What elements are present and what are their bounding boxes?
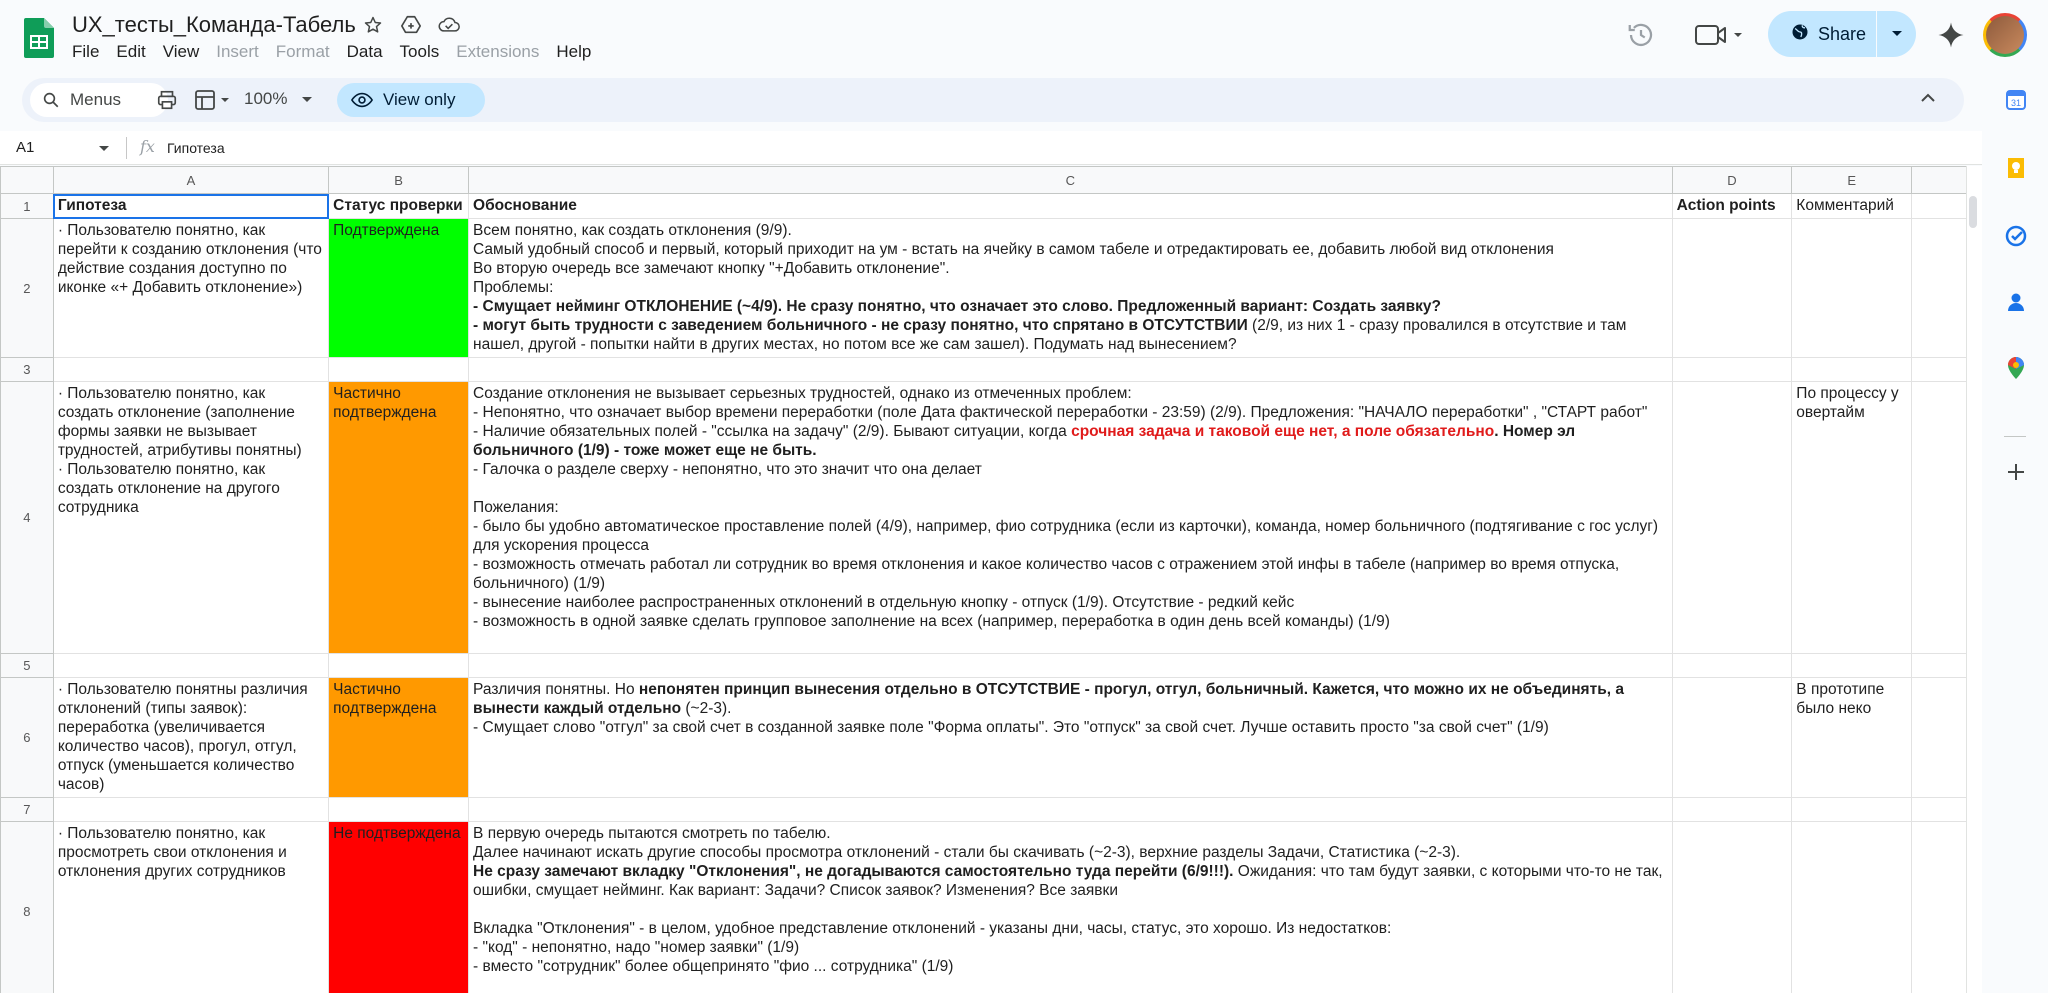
cell-d6[interactable] bbox=[1672, 678, 1792, 798]
globe-icon bbox=[1790, 22, 1810, 47]
cell-c5[interactable] bbox=[469, 654, 1673, 678]
cloud-status-icon[interactable] bbox=[438, 14, 460, 36]
menu-insert[interactable]: Insert bbox=[216, 42, 259, 61]
text-line: - было бы удобно автоматическое проставление полей (4/9), например, фио сотрудника (если из карточки), команда, номер больничного (подтягивание с гос услуг) для ускорения процесса bbox=[473, 518, 1659, 554]
cell-a5[interactable] bbox=[53, 654, 328, 678]
cell-e3[interactable] bbox=[1792, 358, 1912, 382]
cell-a3[interactable] bbox=[53, 358, 328, 382]
cell-a8[interactable]: · Пользователю понятно, как просмотреть свои отклонения и отклонения других сотрудников bbox=[53, 822, 328, 993]
cell-d8[interactable] bbox=[1672, 822, 1792, 993]
text-line: Пожелания: bbox=[473, 499, 559, 516]
row-header-7[interactable]: 7 bbox=[1, 798, 54, 822]
menu-format[interactable]: Format bbox=[275, 42, 330, 61]
cell-a1[interactable]: Гипотеза bbox=[53, 194, 328, 219]
text-line: - вместо "сотрудник" более общепринято "фио ... сотрудника" (1/9) bbox=[473, 958, 954, 975]
share-button[interactable] bbox=[1768, 11, 1876, 57]
row-header-6[interactable]: 6 bbox=[1, 678, 54, 798]
text-line: Вкладка "Отклонения" - в целом, удобное представление отклонений - указаны дни, часы, статус, это хорошо. Из недостатков: bbox=[473, 920, 1392, 937]
text-line: Создание отклонения не вызывает серьезных трудностей, однако из отмеченных проблем: bbox=[473, 385, 1132, 402]
eye-icon bbox=[351, 92, 373, 108]
cell-d2[interactable] bbox=[1672, 219, 1792, 358]
text-span: (~2-3). bbox=[681, 700, 732, 717]
cell-b6-status[interactable]: Частично подтверждена bbox=[329, 678, 469, 798]
text-span: Ожидания: что там будут заявки, с которыми что-то не так, ошибки, смущает нейминг. Как вариант: Задачи? Список заявок? Изменения? Все заявки bbox=[473, 863, 1663, 899]
menu-view[interactable]: View bbox=[162, 42, 200, 61]
contacts-icon[interactable] bbox=[2004, 290, 2028, 314]
top-bar bbox=[0, 0, 2048, 72]
spreadsheet-grid bbox=[0, 166, 1982, 993]
text-line: - вынесение наиболее распространенных отклонений в отдельную кнопку - отпуск (1/9). Отсутствие - редкий кейс bbox=[473, 594, 1295, 611]
menu-extensions[interactable]: Extensions bbox=[456, 42, 540, 61]
collapse-menus-icon[interactable] bbox=[1920, 90, 1936, 111]
text-bold: Не сразу замечают вкладку "Отклонения", не догадываются самостоятельно туда перейти (6/9!!!). bbox=[473, 863, 1234, 880]
text-line: Проблемы: bbox=[473, 279, 554, 296]
column-header-e[interactable]: E bbox=[1792, 167, 1912, 194]
text-line: - Галочка о разделе сверху - непонятно, что это значит что она делает bbox=[473, 461, 982, 478]
vertical-scrollbar-thumb[interactable] bbox=[1969, 196, 1977, 228]
menus-search-label: Menus bbox=[70, 90, 122, 109]
row-header-2[interactable]: 2 bbox=[1, 219, 54, 358]
menu-tools[interactable]: Tools bbox=[399, 42, 440, 61]
name-box[interactable]: A1 bbox=[16, 139, 35, 156]
cell-b1[interactable]: Статус проверки bbox=[329, 194, 469, 219]
view-only-button[interactable] bbox=[337, 83, 485, 117]
cell-b8-status[interactable]: Не подтверждена bbox=[329, 822, 469, 993]
cell-e6[interactable]: В прототипе было неко bbox=[1792, 678, 1912, 798]
cell-c7[interactable] bbox=[469, 798, 1673, 822]
text-line bbox=[473, 862, 1668, 900]
column-header-b[interactable]: B bbox=[329, 167, 469, 194]
share-label: Share bbox=[1818, 23, 1867, 44]
text-line: - "код" - непонятно, надо "номер заявки" (1/9) bbox=[473, 939, 800, 956]
column-header-a[interactable]: A bbox=[53, 167, 328, 194]
cell-c4[interactable] bbox=[469, 382, 1673, 654]
cell-d1[interactable]: Action points bbox=[1672, 194, 1792, 219]
formula-content[interactable]: Гипотеза bbox=[167, 140, 225, 156]
toolbar bbox=[22, 78, 1964, 122]
chevron-down-icon bbox=[301, 89, 313, 109]
row-header-1[interactable]: 1 bbox=[1, 194, 54, 219]
text-red: срочная задача и таковой еще нет, а поле обязательно bbox=[1071, 423, 1495, 440]
cell-b5[interactable] bbox=[329, 654, 469, 678]
search-icon bbox=[42, 91, 60, 109]
text-line: - Непонятно, что означает выбор времени переработки (поле Дата фактической переработки - 23:59) (2/9). Предложения: "НАЧАЛО переработки" , "СТАРТ работ" bbox=[473, 404, 1648, 421]
text-bold: . Номер эл больничного (1/9) - тоже может еще не быть. bbox=[473, 423, 1576, 459]
text-line: - Смущает нейминг ОТКЛОНЕНИЕ (~4/9). Не сразу понятно, что означает это слово. Предложенный вариант: Создать заявку? bbox=[473, 298, 1441, 315]
text-span: - Наличие обязательных полей - "ссылка на задачу" (2/9). Бывают ситуации, когда bbox=[473, 423, 1072, 440]
text-bold: непонятен принцип вынесения отдельно в ОТСУТСТВИЕ - прогул, отгул, больничный. Кажется, что можно их не объединять, а вынести каждый отдельно bbox=[473, 681, 1624, 717]
menu-bar bbox=[72, 42, 608, 62]
fx-icon: fx bbox=[140, 137, 155, 156]
chevron-down-icon[interactable] bbox=[98, 141, 110, 159]
vertical-scrollbar-track[interactable] bbox=[1966, 166, 1982, 993]
row-header-4[interactable]: 4 bbox=[1, 382, 54, 654]
menu-edit[interactable]: Edit bbox=[116, 42, 146, 61]
maps-icon[interactable] bbox=[2004, 356, 2028, 380]
text-line: - Смущает слово "отгул" за свой счет в созданной заявке поле "Форма оплаты". Это "отпуск" за свой счет. Лучше оставить просто "за свой счет" (1/9) bbox=[473, 719, 1549, 736]
zoom-value: 100% bbox=[244, 89, 288, 108]
cell-b3[interactable] bbox=[329, 358, 469, 382]
gemini-icon[interactable] bbox=[1936, 20, 1966, 55]
text-line: · Пользователю понятно, как создать отклонение на другого сотрудника bbox=[57, 461, 280, 516]
row-header-3[interactable]: 3 bbox=[1, 358, 54, 382]
cell-c1[interactable]: Обоснование bbox=[469, 194, 1673, 219]
version-history-icon[interactable] bbox=[1626, 20, 1656, 55]
menu-file[interactable]: File bbox=[72, 42, 100, 61]
cell-e7[interactable] bbox=[1792, 798, 1912, 822]
cell-d7[interactable] bbox=[1672, 798, 1792, 822]
cell-c6[interactable] bbox=[469, 678, 1673, 798]
text-line: · Пользователю понятно, как создать отклонение (заполнение формы заявки не вызывает трудностей, атрибутивы понятны) bbox=[57, 385, 302, 459]
view-only-label: View only bbox=[383, 90, 456, 109]
cell-c3[interactable] bbox=[469, 358, 1673, 382]
star-icon[interactable] bbox=[362, 14, 384, 36]
text-line bbox=[473, 422, 1668, 460]
column-header-d[interactable]: D bbox=[1672, 167, 1792, 194]
cell-e4[interactable]: По процессу у овертайм bbox=[1792, 382, 1912, 654]
menu-data[interactable]: Data bbox=[346, 42, 383, 61]
paint-format-icon[interactable] bbox=[194, 89, 234, 116]
text-line: Всем понятно, как создать отклонения (9/9). bbox=[473, 222, 792, 239]
cell-b4-status[interactable]: Частично подтверждена bbox=[329, 382, 469, 654]
column-header-c[interactable]: C bbox=[469, 167, 1673, 194]
add-addon-icon[interactable] bbox=[2004, 460, 2028, 484]
row-header-5[interactable]: 5 bbox=[1, 654, 54, 678]
cell-a6[interactable]: · Пользователю понятны различия отклонений (типы заявок): переработка (увеличивается количество часов), прогул, отгул, отпуск (уменьшается количество часов) bbox=[53, 678, 328, 798]
text-span: (2/9, из них 1 - сразу провалился в отсутствие и там нашел, другой - попытки найти в других местах, но потом все же сам зашел). Подумать над вынесением? bbox=[473, 317, 1627, 353]
text-span: Различия понятны. Но bbox=[473, 681, 639, 698]
cell-a2[interactable]: · Пользователю понятно, как перейти к созданию отклонения (что действие создания доступно по иконке «+ Добавить отклонение») bbox=[53, 219, 328, 358]
cell-a4[interactable] bbox=[53, 382, 328, 654]
text-line bbox=[473, 316, 1668, 354]
text-line: Самый удобный способ и первый, который приходит на ум - встать на ячейку в самом табеле и отредактировать ее, добавить любой вид отклонения bbox=[473, 241, 1554, 258]
cell-c8[interactable] bbox=[469, 822, 1673, 993]
text-line: - возможность в одной заявке сделать групповое заполнение на всех (например, переработка в один день всей команды) (1/9) bbox=[473, 613, 1390, 630]
cell-e2[interactable] bbox=[1792, 219, 1912, 358]
cell-a7[interactable] bbox=[53, 798, 328, 822]
cell-c2[interactable] bbox=[469, 219, 1673, 358]
cell-d3[interactable] bbox=[1672, 358, 1792, 382]
document-title[interactable]: UX_тесты_Команда-Табель bbox=[72, 12, 356, 37]
cell-b2-status[interactable]: Подтверждена bbox=[329, 219, 469, 358]
meet-icon[interactable] bbox=[1694, 20, 1744, 55]
text-bold: - могут быть трудности с заведением больничного - не сразу понятно, что спрятано в ОТСУТСТВИИ bbox=[473, 317, 1248, 334]
zoom-select[interactable] bbox=[244, 89, 313, 109]
cell-d4[interactable] bbox=[1672, 382, 1792, 654]
chevron-down-icon bbox=[1891, 30, 1903, 38]
cell-d5[interactable] bbox=[1672, 654, 1792, 678]
menus-search[interactable] bbox=[30, 83, 168, 117]
cell-e1[interactable]: Комментарий bbox=[1792, 194, 1912, 219]
text-line: - возможность отмечать работал ли сотрудник во время отклонения и какое количество часов с отражением этой инфы в табеле (например во время отпуска, больничного) (1/9) bbox=[473, 556, 1620, 592]
move-to-drive-icon[interactable] bbox=[400, 14, 422, 36]
text-line: Во вторую очередь все замечают кнопку "+Добавить отклонение". bbox=[473, 260, 950, 277]
tasks-icon[interactable] bbox=[2004, 224, 2028, 248]
print-icon[interactable] bbox=[156, 89, 178, 116]
select-all-corner[interactable] bbox=[1, 167, 54, 194]
side-panel bbox=[1982, 72, 2048, 993]
text-line bbox=[473, 680, 1668, 718]
text-line: В первую очередь пытаются смотреть по табелю. bbox=[473, 825, 831, 842]
cell-e5[interactable] bbox=[1792, 654, 1912, 678]
row-header-8[interactable]: 8 bbox=[1, 822, 54, 993]
cell-e8[interactable] bbox=[1792, 822, 1912, 993]
formula-bar bbox=[0, 131, 1982, 165]
text-line: Далее начинают искать другие способы просмотра отклонений - стали бы скачивать (~2-3), верхние разделы Задачи, Статистика (~2-3). bbox=[473, 844, 1461, 861]
avatar[interactable] bbox=[1983, 13, 2027, 57]
calendar-icon[interactable] bbox=[2004, 88, 2028, 112]
share-dropdown[interactable] bbox=[1877, 30, 1916, 38]
svg-text:31: 31 bbox=[2010, 98, 2022, 108]
keep-icon[interactable] bbox=[2004, 156, 2028, 180]
menu-help[interactable]: Help bbox=[556, 42, 592, 61]
sheets-logo-icon[interactable] bbox=[24, 18, 54, 58]
cell-b7[interactable] bbox=[329, 798, 469, 822]
share-button-group bbox=[1768, 11, 1916, 57]
